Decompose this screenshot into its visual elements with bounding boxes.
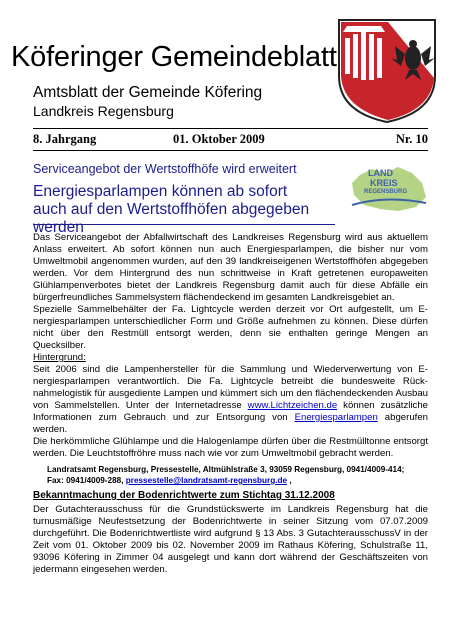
energiesparlampen-link[interactable]: Energiesparlampen [294, 412, 378, 423]
contact-line: Landratsamt Regensburg, Pressestelle, Altmühlstraße 3, 93059 Regensburg, 0941/4009-414; [47, 465, 405, 474]
section-title: Bekanntmachung der Bodenrichtwerte zum Stichtag 31.12.2008 [33, 490, 335, 501]
masthead-rule-bottom [33, 150, 428, 151]
headline-underline [33, 224, 335, 225]
paragraph-text: Seit 2006 sind die Lampenhersteller für die Sammlung und Wiederverwertung von Energiesparlampen verantwortlich. Die Fa. Lightcycle betreibt die bundesweite Rücknahmelogistik für ausgediente Lampen und kümmert sich um den flächendeckenden Ausbau von Sammelstellen. Unter der Internetadresse [33, 364, 428, 411]
paragraph: Die herkömmliche Glühlampe und die Halogenlampe dürfen über die Restmülltonne entsorgt werden. Die Leuchtstoffröhre muss nach wie vor zum Umweltmobil gebracht werden. [33, 436, 428, 459]
logo-text-kreis: KREIS [370, 178, 398, 188]
paragraph [33, 364, 428, 436]
paragraph-text: abgerufen werden. [33, 412, 428, 435]
article-body [33, 232, 428, 486]
contact-email-link[interactable]: pressestelle@landratsamt-regensburg.de [125, 476, 288, 485]
background-label: Hintergrund: [33, 352, 86, 363]
logo-text-land: LAND [368, 168, 393, 178]
landkreis-logo [346, 165, 430, 215]
lichtzeichen-link[interactable]: www.Lichtzeichen.de [247, 400, 338, 411]
article-headline: Energiesparlampen können ab sofort auch auf den Wertstoffhöfen abgegeben werden [33, 183, 310, 236]
contact-suffix: , [287, 476, 292, 485]
press-contact [47, 464, 428, 486]
article-body [33, 504, 428, 576]
contact-fax: Fax: 0941/4009-288, [47, 476, 126, 485]
paragraph: Das Serviceangebot der Abfallwirtschaft des Landkreises Regensburg wird aus aktuellem Anlass erweitert. Ab sofort können nun auch Energiesparlampen, die bisher nur vom Umweltmobil angenommen wurden, auf den 39 landkreiseigenen Wertstoffhöfen abgegeben werden. Vor dem Hintergrund des nun schrittweise in Kraft getretenen europaweiten Glühlampenverbotes bietet der Landkreis Regensburg damit auch für diese Abfälle ein bürgerfreundliches Sammelsystem flächendeckend im gesamten Landkreisgebiet an. [33, 232, 428, 303]
newspaper-title: Köferinger Gemeindeblatt [11, 41, 337, 73]
article-kicker: Serviceangebot der Wertstoffhöfe wird erweitert [33, 162, 297, 176]
paragraph: Spezielle Sammelbehälter der Fa. Lightcycle werden derzeit vor Ort aufgestellt, um Energiesparlampen unterschiedlicher Form und Größe aufnehmen zu können. Diese dürfen nicht über den Restmüll entsorgt werden, denn sie enthalten geringe Mengen an Quecksilber. [33, 304, 428, 351]
district-name: Landkreis Regensburg [33, 103, 174, 119]
logo-text-regensburg: REGENSBURG [364, 189, 408, 195]
issue-year: 8. Jahrgang [33, 132, 97, 146]
issue-date: 01. Oktober 2009 [173, 132, 265, 146]
newspaper-subtitle: Amtsblatt der Gemeinde Köfering [33, 84, 263, 101]
masthead-rule-top [33, 128, 428, 129]
municipal-crest-icon [335, 16, 439, 124]
paragraph: Der Gutachterausschuss für die Grundstückswerte im Landkreis Regensburg hat die turnusmäßige Neufestsetzung der Bodenrichtwerte in seiner Sitzung vom 07.07.2009 durchgeführt. Die Bodenrichtwertliste wird aufgrund § 13 Abs. 3 GutachterausschussV in der Zeit vom 01. Oktober 2009 bis 02. November 2009 im Rathaus Köfering, Schulstraße 11, 93096 Köfering in Zimmer 04 ausgelegt und kann dort während der Geschäftszeiten von jedermann eingesehen werden. [33, 504, 428, 575]
issue-number: Nr. 10 [395, 132, 428, 146]
paragraph-text: können zusätzliche Informationen zum Gebrauch und zur Entsorgung von [33, 400, 429, 423]
